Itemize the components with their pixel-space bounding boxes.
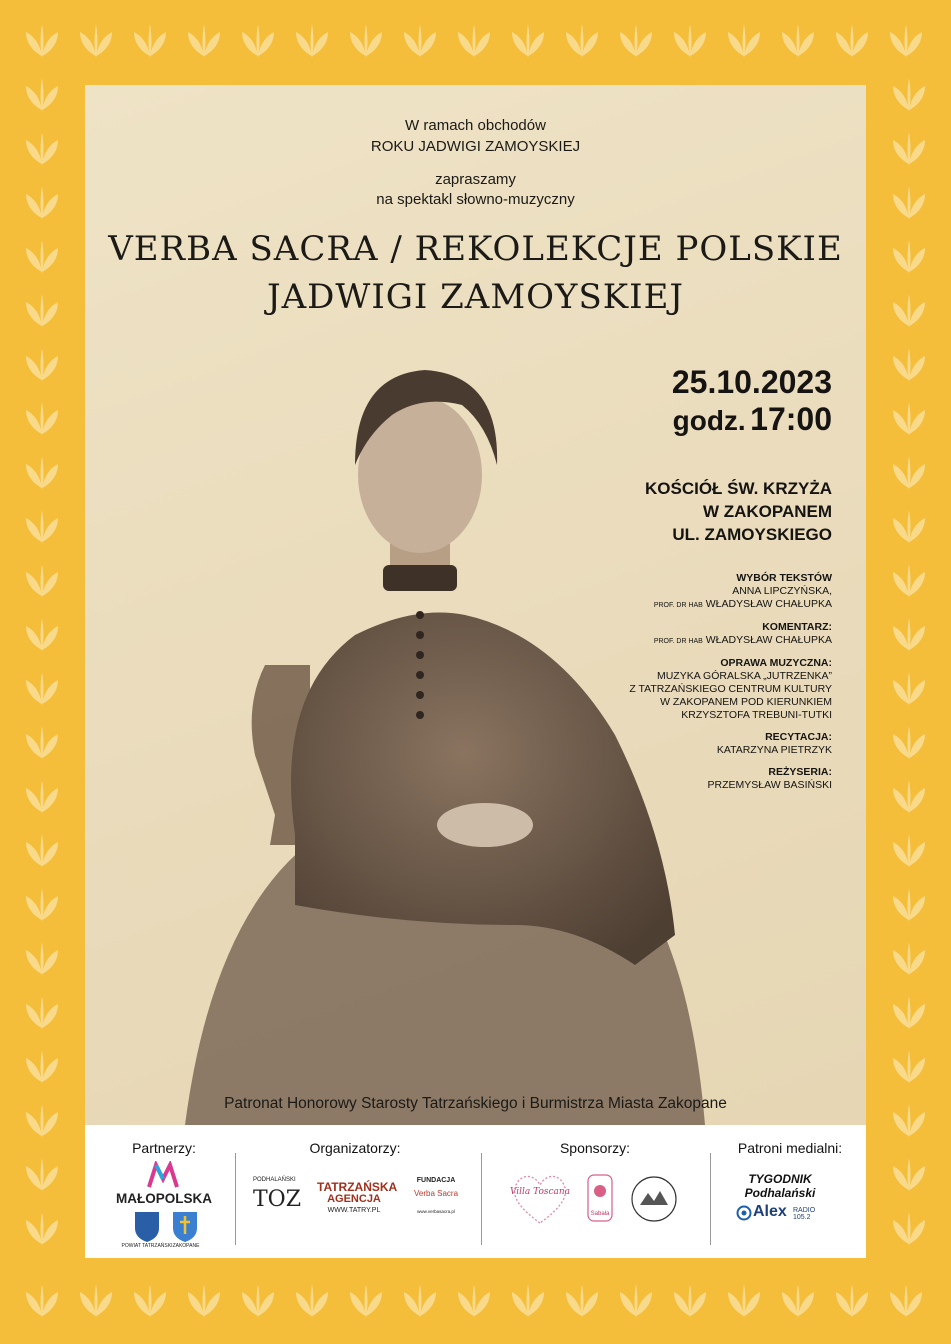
- floral-ornament-icon: [26, 888, 58, 922]
- floral-ornament-icon: [26, 1050, 58, 1084]
- floral-ornament-icon: [26, 780, 58, 814]
- toz-logo: TOZ: [253, 1187, 301, 1212]
- floral-ornament-icon: [893, 78, 925, 112]
- floral-ornament-icon: [674, 24, 706, 58]
- venue-line-1: KOŚCIÓŁ ŚW. KRZYŻA: [645, 479, 832, 498]
- floral-ornament-icon: [458, 24, 490, 58]
- title-line-1: VERBA SACRA / REKOLEKCJE POLSKIE: [108, 229, 843, 269]
- partners-title: Partnerzy:: [132, 1140, 196, 1156]
- music-heading: OPRAWA MUZYCZNA:: [720, 657, 832, 669]
- honorary-patronage: Patronat Honorowy Starosty Tatrzańskiego i Burmistrza Miasta Zakopane: [224, 1095, 727, 1112]
- floral-ornament-icon: [566, 1284, 598, 1318]
- agency-url: WWW.TATRY.PL: [327, 1207, 381, 1214]
- floral-ornament-icon: [893, 1212, 925, 1246]
- floral-ornament-icon: [242, 24, 274, 58]
- music-line-3: W ZAKOPANEM POD KIERUNKIEM: [660, 696, 832, 708]
- floral-ornament-icon: [782, 1284, 814, 1318]
- powiat-label: POWIAT TATRZAŃSKI: [121, 1243, 173, 1249]
- floral-ornament-icon: [566, 24, 598, 58]
- malopolska-logo-icon: [147, 1161, 179, 1189]
- direction-heading: REŻYSERIA:: [768, 766, 832, 778]
- floral-ornament-icon: [296, 1284, 328, 1318]
- floral-ornament-icon: [26, 1158, 58, 1192]
- venue-line-3: UL. ZAMOYSKIEGO: [672, 525, 832, 544]
- venue: [645, 477, 832, 546]
- divider: [710, 1153, 711, 1245]
- intro-line-3: zapraszamy: [435, 171, 516, 188]
- sponsor-footer: [85, 1125, 866, 1258]
- floral-ornament-icon: [26, 132, 58, 166]
- floral-ornament-icon: [893, 942, 925, 976]
- foundation-name: Verba Sacra: [413, 1189, 459, 1198]
- floral-ornament-icon: [188, 24, 220, 58]
- foundation-label: FUNDACJA: [416, 1177, 456, 1184]
- floral-ornament-icon: [26, 618, 58, 652]
- event-date: 25.10.2023: [671, 364, 832, 400]
- floral-ornament-icon: [26, 348, 58, 382]
- villa-toscana-label: Villa Toscana: [509, 1187, 571, 1197]
- organizers-title: Organizatorzy:: [309, 1140, 401, 1156]
- floral-ornament-icon: [26, 1104, 58, 1138]
- floral-ornament-icon: [893, 186, 925, 220]
- poster-panel: [85, 85, 866, 1125]
- floral-ornament-icon: [26, 186, 58, 220]
- floral-ornament-icon: [26, 24, 58, 58]
- floral-ornament-icon: [404, 24, 436, 58]
- floral-ornament-icon: [26, 240, 58, 274]
- floral-ornament-icon: [893, 618, 925, 652]
- floral-ornament-icon: [26, 564, 58, 598]
- floral-ornament-icon: [458, 1284, 490, 1318]
- floral-ornament-icon: [893, 672, 925, 706]
- floral-ornament-icon: [893, 510, 925, 544]
- divider: [235, 1153, 236, 1245]
- villa-toscana-heart-icon: [509, 1171, 571, 1227]
- floral-ornament-icon: [350, 24, 382, 58]
- floral-ornament-icon: [26, 1284, 58, 1318]
- floral-ornament-icon: [893, 456, 925, 490]
- floral-ornament-icon: [26, 726, 58, 760]
- venue-line-2: W ZAKOPANEM: [702, 502, 832, 521]
- comment-heading: KOMENTARZ:: [762, 621, 832, 633]
- credits: [629, 572, 832, 792]
- music-line-1: MUZYKA GÓRALSKA „JUTRZENKA”: [656, 670, 832, 682]
- floral-ornament-icon: [26, 996, 58, 1030]
- floral-ornament-icon: [893, 132, 925, 166]
- floral-ornament-icon: [80, 1284, 112, 1318]
- floral-ornament-icon: [728, 1284, 760, 1318]
- title-line-2: JADWIGI ZAMOYSKIEJ: [266, 277, 685, 317]
- floral-ornament-icon: [893, 240, 925, 274]
- floral-ornament-icon: [893, 348, 925, 382]
- floral-ornament-icon: [188, 1284, 220, 1318]
- foundation-url: www.verbasacra.pl: [417, 1209, 455, 1214]
- time-label: godz.: [672, 405, 746, 436]
- floral-ornament-icon: [893, 996, 925, 1030]
- zakopane-crest-icon: [171, 1210, 199, 1242]
- round-seal-icon: [630, 1175, 678, 1223]
- floral-ornament-icon: [893, 726, 925, 760]
- direction-name: PRZEMYSŁAW BASIŃSKI: [707, 779, 832, 791]
- floral-ornament-icon: [728, 24, 760, 58]
- floral-ornament-icon: [296, 24, 328, 58]
- floral-ornament-icon: [512, 1284, 544, 1318]
- floral-ornament-icon: [26, 402, 58, 436]
- music-line-2: Z TATRZAŃSKIEGO CENTRUM KULTURY: [629, 683, 832, 695]
- floral-ornament-icon: [782, 24, 814, 58]
- floral-ornament-icon: [893, 834, 925, 868]
- alex-radio-icon: [736, 1205, 752, 1221]
- floral-ornament-icon: [893, 1158, 925, 1192]
- floral-ornament-icon: [893, 888, 925, 922]
- floral-ornament-icon: [893, 402, 925, 436]
- floral-ornament-icon: [350, 1284, 382, 1318]
- comment-person: WŁADYSŁAW CHAŁUPKA: [705, 634, 832, 646]
- comment-name: [629, 634, 832, 648]
- floral-ornament-icon: [26, 942, 58, 976]
- recitation-heading: RECYTACJA:: [765, 731, 832, 743]
- time-value: 17:00: [750, 401, 832, 437]
- floral-ornament-icon: [26, 510, 58, 544]
- floral-ornament-icon: [242, 1284, 274, 1318]
- floral-ornament-icon: [893, 780, 925, 814]
- floral-ornament-icon: [26, 834, 58, 868]
- texts-heading: WYBÓR TEKSTÓW: [736, 572, 832, 584]
- texts-prefix: PROF. DR HAB: [653, 602, 703, 609]
- recitation-name: KATARZYNA PIETRZYK: [716, 744, 832, 756]
- floral-ornament-icon: [893, 1050, 925, 1084]
- intro-line-4: na spektakl słowno-muzyczny: [376, 191, 575, 208]
- floral-ornament-icon: [893, 564, 925, 598]
- divider: [481, 1153, 482, 1245]
- sponsors-title: Sponsorzy:: [559, 1140, 631, 1156]
- texts-name-1: ANNA LIPCZYŃSKA,: [732, 585, 832, 597]
- malopolska-label: MAŁOPOLSKA: [116, 1191, 212, 1206]
- comment-prefix: PROF. DR HAB: [653, 638, 703, 645]
- floral-ornament-icon: [26, 294, 58, 328]
- floral-ornament-icon: [134, 1284, 166, 1318]
- zakopane-label: ZAKOPANE: [172, 1243, 200, 1249]
- tygodnik-logo: TYGODNIK Podhalański: [744, 1172, 816, 1200]
- floral-ornament-icon: [674, 1284, 706, 1318]
- floral-ornament-icon: [620, 24, 652, 58]
- texts-name-2: [629, 598, 832, 612]
- intro-line-1: W ramach obchodów: [405, 117, 546, 134]
- radio-label: RADIO 105.2: [793, 1207, 816, 1221]
- floral-ornament-icon: [836, 1284, 868, 1318]
- floral-ornament-icon: [26, 78, 58, 112]
- sabala-label: Sabała: [590, 1211, 610, 1217]
- floral-ornament-icon: [134, 24, 166, 58]
- intro-line-2: ROKU JADWIGI ZAMOYSKIEJ: [370, 138, 581, 155]
- floral-ornament-icon: [836, 24, 868, 58]
- floral-ornament-icon: [512, 24, 544, 58]
- floral-ornament-icon: [26, 672, 58, 706]
- floral-ornament-icon: [890, 1284, 922, 1318]
- music-line-4: KRZYSZTOFA TREBUNI-TUTKI: [681, 709, 832, 721]
- floral-ornament-icon: [26, 456, 58, 490]
- alex-label: Alex: [753, 1203, 787, 1220]
- floral-ornament-icon: [26, 1212, 58, 1246]
- toz-top-label: PODHALAŃSKI: [253, 1177, 296, 1183]
- floral-ornament-icon: [890, 24, 922, 58]
- floral-ornament-icon: [620, 1284, 652, 1318]
- agency-label-1: TATRZAŃSKA: [317, 1180, 398, 1194]
- event-time: [673, 401, 832, 438]
- agency-label-2: AGENCJA: [327, 1193, 381, 1205]
- media-title: Patroni medialni:: [737, 1140, 843, 1156]
- floral-ornament-icon: [893, 1104, 925, 1138]
- floral-ornament-icon: [80, 24, 112, 58]
- floral-ornament-icon: [893, 294, 925, 328]
- texts-name: WŁADYSŁAW CHAŁUPKA: [705, 598, 832, 610]
- powiat-crest-icon: [133, 1210, 161, 1242]
- floral-ornament-icon: [404, 1284, 436, 1318]
